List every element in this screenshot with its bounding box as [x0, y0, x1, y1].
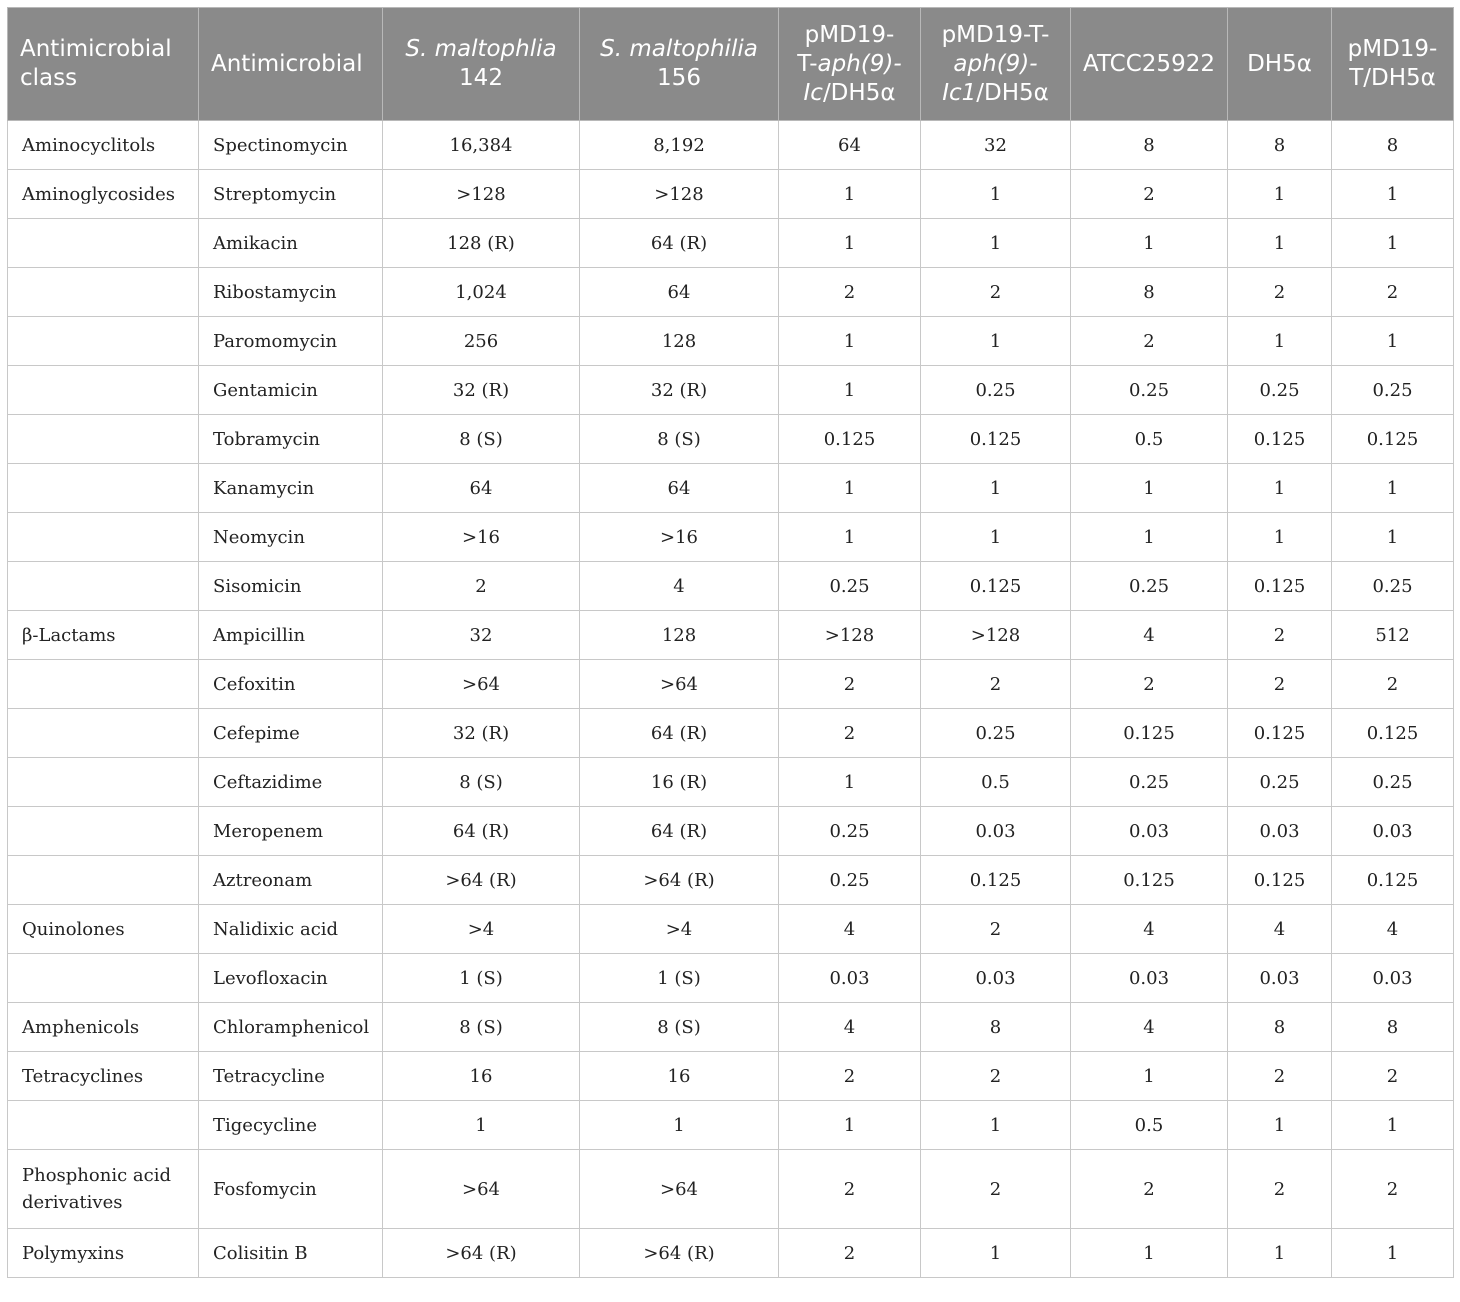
antimicrobial-class-cell: Aminocyclitols: [8, 121, 199, 170]
antimicrobial-class-cell: [8, 562, 199, 611]
mic-value-cell: 0.25: [1332, 562, 1454, 611]
mic-value-cell: 2: [1332, 1052, 1454, 1101]
mic-value-cell: 8: [1228, 1003, 1332, 1052]
mic-value-cell: 2: [921, 268, 1071, 317]
antimicrobial-class-cell: [8, 219, 199, 268]
mic-value-cell: 1: [1071, 464, 1228, 513]
header-c3-part-b: T/DH5α: [1349, 65, 1436, 91]
mic-value-cell: 32 (R): [383, 366, 580, 415]
mic-value-cell: 8: [1071, 121, 1228, 170]
mic-value-cell: 0.25: [779, 856, 921, 905]
table-header: [8, 8, 1454, 121]
mic-value-cell: 8 (S): [383, 1003, 580, 1052]
mic-value-cell: 1: [921, 219, 1071, 268]
mic-value-cell: 0.125: [1332, 415, 1454, 464]
header-row: [8, 8, 1454, 121]
mic-value-cell: 1: [1332, 464, 1454, 513]
antimicrobial-cell: Colisitin B: [199, 1229, 383, 1278]
mic-value-cell: 1 (S): [383, 954, 580, 1003]
header-c2-part-d: /DH5α: [976, 79, 1049, 106]
mic-value-cell: >4: [383, 905, 580, 954]
mic-value-cell: 1: [779, 219, 921, 268]
mic-value-cell: >64 (R): [580, 856, 779, 905]
antimicrobial-cell: Streptomycin: [199, 170, 383, 219]
mic-value-cell: 2: [921, 1052, 1071, 1101]
mic-value-cell: 0.25: [921, 366, 1071, 415]
antimicrobial-cell: Levofloxacin: [199, 954, 383, 1003]
mic-value-cell: 0.125: [1228, 562, 1332, 611]
mic-value-cell: 0.03: [1332, 807, 1454, 856]
mic-value-cell: 1: [1332, 317, 1454, 366]
mic-value-cell: 64 (R): [580, 807, 779, 856]
mic-value-cell: >64: [580, 660, 779, 709]
antimicrobial-class-cell: [8, 513, 199, 562]
table-row: [8, 366, 1454, 415]
mic-value-cell: 2: [921, 660, 1071, 709]
mic-value-cell: 2: [1332, 268, 1454, 317]
mic-value-cell: 0.25: [1228, 758, 1332, 807]
mic-value-cell: >128: [921, 611, 1071, 660]
mic-value-cell: 0.125: [1332, 856, 1454, 905]
mic-value-cell: 0.5: [1071, 415, 1228, 464]
antimicrobial-cell: Spectinomycin: [199, 121, 383, 170]
antimicrobial-class-cell: β-Lactams: [8, 611, 199, 660]
mic-value-cell: 4: [1071, 611, 1228, 660]
mic-value-cell: 16: [383, 1052, 580, 1101]
mic-value-cell: 1: [383, 1101, 580, 1150]
table-row: [8, 1150, 1454, 1229]
mic-value-cell: 1: [779, 317, 921, 366]
antimicrobial-class-cell: [8, 709, 199, 758]
mic-value-cell: 8 (S): [580, 1003, 779, 1052]
mic-value-cell: 0.25: [921, 709, 1071, 758]
table-row: [8, 709, 1454, 758]
mic-value-cell: 8,192: [580, 121, 779, 170]
table-row: [8, 317, 1454, 366]
mic-value-cell: 2: [779, 268, 921, 317]
mic-value-cell: 1: [779, 513, 921, 562]
mic-value-cell: 4: [1228, 905, 1332, 954]
mic-value-cell: 64: [779, 121, 921, 170]
mic-value-cell: 1: [779, 170, 921, 219]
header-dh5a: DH5α: [1228, 8, 1332, 121]
mic-value-cell: 4: [779, 1003, 921, 1052]
mic-value-cell: 1: [1071, 1052, 1228, 1101]
mic-value-cell: 1: [779, 758, 921, 807]
mic-value-cell: >128: [580, 170, 779, 219]
table-row: [8, 513, 1454, 562]
mic-value-cell: 2: [1071, 660, 1228, 709]
antimicrobial-class-cell: [8, 807, 199, 856]
mic-value-cell: 0.03: [921, 807, 1071, 856]
antimicrobial-cell: Aztreonam: [199, 856, 383, 905]
antimicrobial-cell: Tobramycin: [199, 415, 383, 464]
header-c1-part-e: /DH5α: [822, 79, 896, 106]
table-row: [8, 464, 1454, 513]
antimicrobial-class-cell: [8, 1101, 199, 1150]
mic-value-cell: 1: [1332, 1101, 1454, 1150]
mic-value-cell: 1: [1228, 219, 1332, 268]
header-aph9-ic-dh5a: [779, 8, 921, 121]
mic-value-cell: 2: [921, 905, 1071, 954]
mic-value-cell: 8: [1071, 268, 1228, 317]
mic-value-cell: 2: [1228, 1052, 1332, 1101]
antimicrobial-class-cell: Polymyxins: [8, 1229, 199, 1278]
mic-value-cell: 1: [921, 1229, 1071, 1278]
header-c3-part-a: pMD19-: [1347, 36, 1438, 62]
antimicrobial-cell: Ceftazidime: [199, 758, 383, 807]
antimicrobial-cell: Kanamycin: [199, 464, 383, 513]
header-s156-species: S. maltophilia: [600, 36, 758, 62]
mic-value-cell: 1: [779, 1101, 921, 1150]
mic-value-cell: 2: [1332, 1150, 1454, 1229]
mic-value-cell: 0.125: [921, 856, 1071, 905]
mic-value-cell: 0.5: [1071, 1101, 1228, 1150]
header-c2-part-c: Ic1: [942, 79, 977, 106]
mic-value-cell: 8: [921, 1003, 1071, 1052]
antimicrobial-cell: Chloramphenicol: [199, 1003, 383, 1052]
mic-value-cell: 8: [1228, 121, 1332, 170]
mic-value-cell: 1: [1332, 170, 1454, 219]
mic-value-cell: 0.03: [779, 954, 921, 1003]
mic-value-cell: 128: [580, 317, 779, 366]
table-row: [8, 807, 1454, 856]
antimicrobial-cell: Cefepime: [199, 709, 383, 758]
table-row: [8, 856, 1454, 905]
mic-value-cell: 0.25: [1332, 366, 1454, 415]
antimicrobial-class-cell: [8, 758, 199, 807]
antimicrobial-class-cell: [8, 366, 199, 415]
mic-value-cell: 16 (R): [580, 758, 779, 807]
header-s142-species: S. maltophlia: [405, 36, 557, 62]
mic-value-cell: 2: [779, 1229, 921, 1278]
mic-value-cell: 1: [1228, 513, 1332, 562]
mic-value-cell: 8 (S): [383, 758, 580, 807]
mic-value-cell: >16: [383, 513, 580, 562]
mic-value-cell: 0.25: [1071, 562, 1228, 611]
mic-value-cell: 0.25: [1071, 758, 1228, 807]
mic-value-cell: 2: [1332, 660, 1454, 709]
antimicrobial-class-cell: [8, 660, 199, 709]
table-row: [8, 1101, 1454, 1150]
mic-value-cell: 16,384: [383, 121, 580, 170]
mic-value-cell: 2: [779, 1052, 921, 1101]
mic-value-cell: >64: [580, 1150, 779, 1229]
mic-value-cell: 4: [580, 562, 779, 611]
table-row: [8, 1003, 1454, 1052]
mic-value-cell: 64 (R): [580, 709, 779, 758]
antimicrobial-class-cell: [8, 954, 199, 1003]
mic-value-cell: 32: [921, 121, 1071, 170]
mic-value-cell: 0.125: [921, 562, 1071, 611]
mic-value-cell: 512: [1332, 611, 1454, 660]
mic-value-cell: 2: [1228, 611, 1332, 660]
antimicrobial-cell: Tetracycline: [199, 1052, 383, 1101]
mic-value-cell: 1: [921, 317, 1071, 366]
mic-value-cell: 1,024: [383, 268, 580, 317]
table-row: [8, 219, 1454, 268]
mic-value-cell: >64 (R): [580, 1229, 779, 1278]
mic-value-cell: 1: [1332, 219, 1454, 268]
mic-value-cell: 1: [1228, 317, 1332, 366]
table-row: [8, 268, 1454, 317]
mic-value-cell: 0.25: [1228, 366, 1332, 415]
header-c1-part-c: aph(9)-: [817, 50, 902, 77]
antimicrobial-class-cell: [8, 415, 199, 464]
mic-value-cell: 128 (R): [383, 219, 580, 268]
mic-value-cell: 0.03: [1071, 807, 1228, 856]
antimicrobial-cell: Ampicillin: [199, 611, 383, 660]
mic-value-cell: 0.25: [779, 807, 921, 856]
mic-value-cell: >16: [580, 513, 779, 562]
antimicrobial-cell: Nalidixic acid: [199, 905, 383, 954]
mic-value-cell: 2: [1228, 1150, 1332, 1229]
antimicrobial-cell: Fosfomycin: [199, 1150, 383, 1229]
mic-value-cell: 0.03: [1071, 954, 1228, 1003]
mic-value-cell: 1: [1071, 1229, 1228, 1278]
header-pmd19-t-dh5a: [1332, 8, 1454, 121]
table-row: [8, 660, 1454, 709]
mic-value-cell: 0.03: [1228, 807, 1332, 856]
mic-value-cell: 1: [1228, 1229, 1332, 1278]
antimicrobial-cell: Gentamicin: [199, 366, 383, 415]
mic-value-cell: 1: [921, 464, 1071, 513]
mic-value-cell: 64 (R): [383, 807, 580, 856]
antimicrobial-class-cell: Tetracyclines: [8, 1052, 199, 1101]
antimicrobial-cell: Tigecycline: [199, 1101, 383, 1150]
table-row: [8, 1229, 1454, 1278]
mic-value-cell: 0.25: [1071, 366, 1228, 415]
header-c1-part-b: T-: [797, 50, 818, 77]
antimicrobial-class-cell: Amphenicols: [8, 1003, 199, 1052]
mic-value-cell: 1: [1332, 1229, 1454, 1278]
header-s156-number: 156: [657, 65, 701, 91]
header-aph9-ic1-dh5a: [921, 8, 1071, 121]
table-row: [8, 121, 1454, 170]
antimicrobial-cell: Sisomicin: [199, 562, 383, 611]
mic-value-cell: 8: [1332, 121, 1454, 170]
mic-value-cell: 0.125: [779, 415, 921, 464]
mic-value-cell: 4: [1332, 905, 1454, 954]
mic-value-cell: 0.125: [1071, 856, 1228, 905]
mic-value-cell: 2: [1228, 268, 1332, 317]
mic-value-cell: 0.125: [1228, 415, 1332, 464]
mic-value-cell: >64: [383, 1150, 580, 1229]
table-row: [8, 170, 1454, 219]
mic-value-cell: 4: [1071, 905, 1228, 954]
mic-value-cell: 64 (R): [580, 219, 779, 268]
mic-value-cell: 1: [580, 1101, 779, 1150]
mic-value-cell: 4: [779, 905, 921, 954]
mic-value-cell: 1: [779, 366, 921, 415]
table-body: [8, 121, 1454, 1278]
header-s142-number: 142: [459, 65, 503, 91]
table-row: [8, 1052, 1454, 1101]
table-row: [8, 758, 1454, 807]
mic-value-cell: 0.03: [921, 954, 1071, 1003]
mic-value-cell: 0.03: [1332, 954, 1454, 1003]
mic-value-cell: >128: [383, 170, 580, 219]
mic-value-cell: >64 (R): [383, 1229, 580, 1278]
table-row: [8, 905, 1454, 954]
mic-value-cell: 32: [383, 611, 580, 660]
mic-value-cell: 16: [580, 1052, 779, 1101]
mic-value-cell: 0.125: [1332, 709, 1454, 758]
antimicrobial-class-cell: Phosphonic acid derivatives: [8, 1150, 199, 1229]
mic-value-cell: 2: [1071, 170, 1228, 219]
mic-value-cell: 4: [1071, 1003, 1228, 1052]
mic-value-cell: 32 (R): [580, 366, 779, 415]
antimicrobial-class-cell: [8, 268, 199, 317]
header-c2-part-a: pMD19-T-: [941, 21, 1050, 48]
mic-value-cell: >4: [580, 905, 779, 954]
table-row: [8, 562, 1454, 611]
mic-value-cell: 2: [779, 1150, 921, 1229]
header-s-maltophilia-142: [383, 8, 580, 121]
mic-value-cell: 1: [1228, 464, 1332, 513]
table-row: [8, 415, 1454, 464]
header-antimicrobial-class: Antimicrobial class: [8, 8, 199, 121]
mic-value-cell: 0.25: [1332, 758, 1454, 807]
mic-value-cell: >64: [383, 660, 580, 709]
mic-value-cell: 1: [1228, 170, 1332, 219]
antimicrobial-class-cell: Aminoglycosides: [8, 170, 199, 219]
mic-value-cell: 64: [580, 464, 779, 513]
mic-value-cell: 1: [921, 1101, 1071, 1150]
mic-value-cell: 1 (S): [580, 954, 779, 1003]
header-s-maltophilia-156: [580, 8, 779, 121]
mic-value-cell: >64 (R): [383, 856, 580, 905]
mic-value-cell: 2: [779, 709, 921, 758]
mic-value-cell: 2: [1071, 1150, 1228, 1229]
header-c2-part-b: aph(9)-: [953, 50, 1038, 77]
mic-value-cell: 64: [580, 268, 779, 317]
antimicrobial-cell: Meropenem: [199, 807, 383, 856]
mic-value-cell: 8 (S): [383, 415, 580, 464]
header-atcc25922: ATCC25922: [1071, 8, 1228, 121]
antimicrobial-cell: Ribostamycin: [199, 268, 383, 317]
mic-value-cell: 64: [383, 464, 580, 513]
mic-value-cell: 8: [1332, 1003, 1454, 1052]
mic-value-cell: 1: [779, 464, 921, 513]
mic-value-cell: 2: [1071, 317, 1228, 366]
mic-value-cell: 2: [383, 562, 580, 611]
mic-value-cell: 0.25: [779, 562, 921, 611]
mic-value-cell: 1: [1332, 513, 1454, 562]
mic-value-cell: 1: [1228, 1101, 1332, 1150]
mic-value-cell: 2: [921, 1150, 1071, 1229]
header-c1-part-d: Ic: [803, 79, 823, 106]
table-row: [8, 611, 1454, 660]
table-row: [8, 954, 1454, 1003]
antimicrobial-cell: Neomycin: [199, 513, 383, 562]
mic-value-cell: 32 (R): [383, 709, 580, 758]
mic-value-cell: 0.03: [1228, 954, 1332, 1003]
mic-value-cell: 0.125: [1071, 709, 1228, 758]
antimicrobial-cell: Paromomycin: [199, 317, 383, 366]
mic-value-cell: 2: [779, 660, 921, 709]
mic-value-cell: 1: [1071, 513, 1228, 562]
antimicrobial-class-cell: [8, 464, 199, 513]
antimicrobial-cell: Cefoxitin: [199, 660, 383, 709]
mic-value-cell: 1: [921, 170, 1071, 219]
antimicrobial-class-cell: [8, 856, 199, 905]
header-c1-part-a: pMD19-: [804, 21, 895, 48]
antimicrobial-cell: Amikacin: [199, 219, 383, 268]
mic-value-cell: 256: [383, 317, 580, 366]
mic-value-cell: 1: [921, 513, 1071, 562]
mic-value-cell: 8 (S): [580, 415, 779, 464]
mic-value-cell: 0.125: [921, 415, 1071, 464]
mic-value-cell: 128: [580, 611, 779, 660]
mic-value-cell: 0.125: [1228, 709, 1332, 758]
mic-value-cell: 0.125: [1228, 856, 1332, 905]
mic-value-cell: 2: [1228, 660, 1332, 709]
mic-value-cell: 0.5: [921, 758, 1071, 807]
mic-value-cell: >128: [779, 611, 921, 660]
mic-value-cell: 1: [1071, 219, 1228, 268]
antimicrobial-class-cell: Quinolones: [8, 905, 199, 954]
antimicrobial-class-cell: [8, 317, 199, 366]
mic-table: [7, 7, 1454, 1278]
header-antimicrobial: Antimicrobial: [199, 8, 383, 121]
